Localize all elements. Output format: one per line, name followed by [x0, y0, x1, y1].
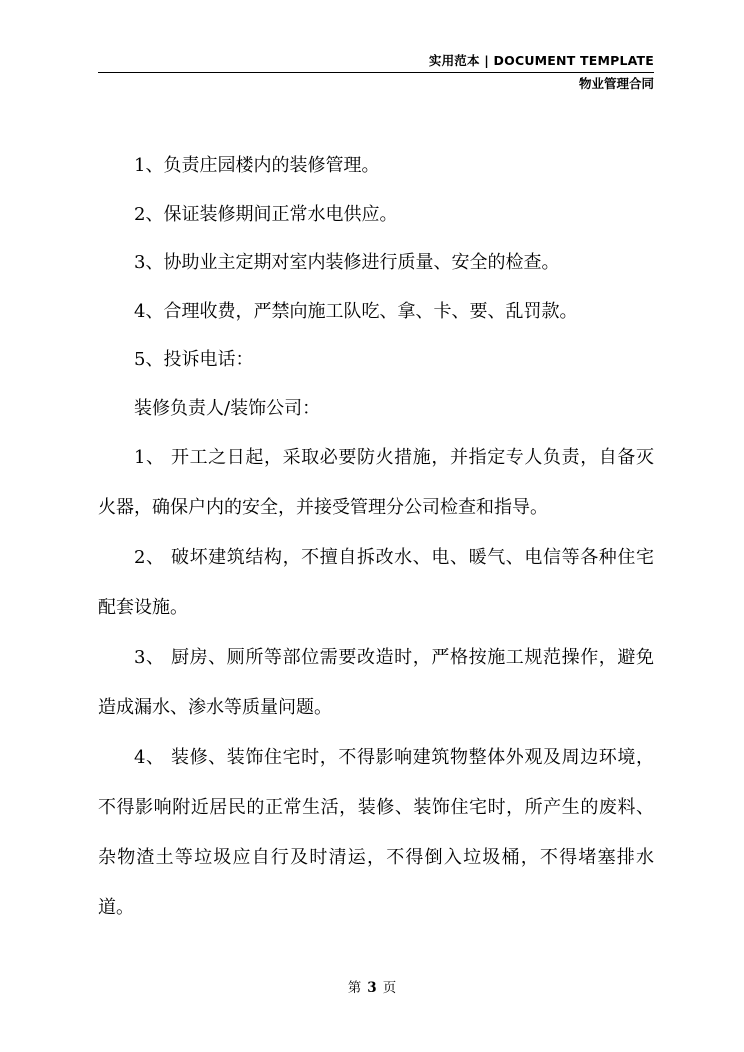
paragraph-6: 装修负责人/装饰公司：: [134, 397, 321, 419]
page-footer: [0, 976, 744, 996]
paragraph-1: 1、负责庄园楼内的装修管理。: [134, 155, 380, 176]
footer-suffix: 页: [382, 980, 397, 996]
paragraph-4: 4、合理收费，严禁向施工队吃、拿、卡、要、乱罚款。: [134, 300, 578, 322]
page-header: [98, 53, 654, 92]
header-subtitle: 物业管理合同: [578, 76, 654, 91]
paragraph-8: 2、 破坏建筑结构，不擅自拆改水、电、暖气、电信等各种住宅配套设施。: [98, 547, 654, 618]
paragraph-5: 5、投诉电话：: [134, 349, 254, 370]
header-divider: [98, 72, 654, 73]
page-number: 3: [367, 980, 377, 996]
footer-prefix: 第: [347, 980, 362, 996]
header-title: 实用范本 | DOCUMENT TEMPLATE: [428, 53, 654, 68]
paragraph-9: 3、 厨房、厕所等部位需要改造时，严格按施工规范操作，避免造成漏水、渗水等质量问题。: [98, 647, 654, 718]
paragraph-7: 1、 开工之日起，采取必要防火措施，并指定专人负责，自备灭火器，确保户内的安全，并接受管理分公司检查和指导。: [98, 447, 654, 518]
paragraph-10: 4、 装修、装饰住宅时，不得影响建筑物整体外观及周边环境，不得影响附近居民的正常生活，装修、装饰住宅时，所产生的废料、杂物渣土等垃圾应自行及时清运，不得倒入垃圾桶，不得堵塞排水道。: [98, 747, 654, 918]
paragraph-3: 3、协助业主定期对室内装修进行质量、安全的检查。: [134, 252, 560, 273]
paragraph-2: 2、保证装修期间正常水电供应。: [134, 203, 398, 225]
document-body: [98, 142, 654, 933]
